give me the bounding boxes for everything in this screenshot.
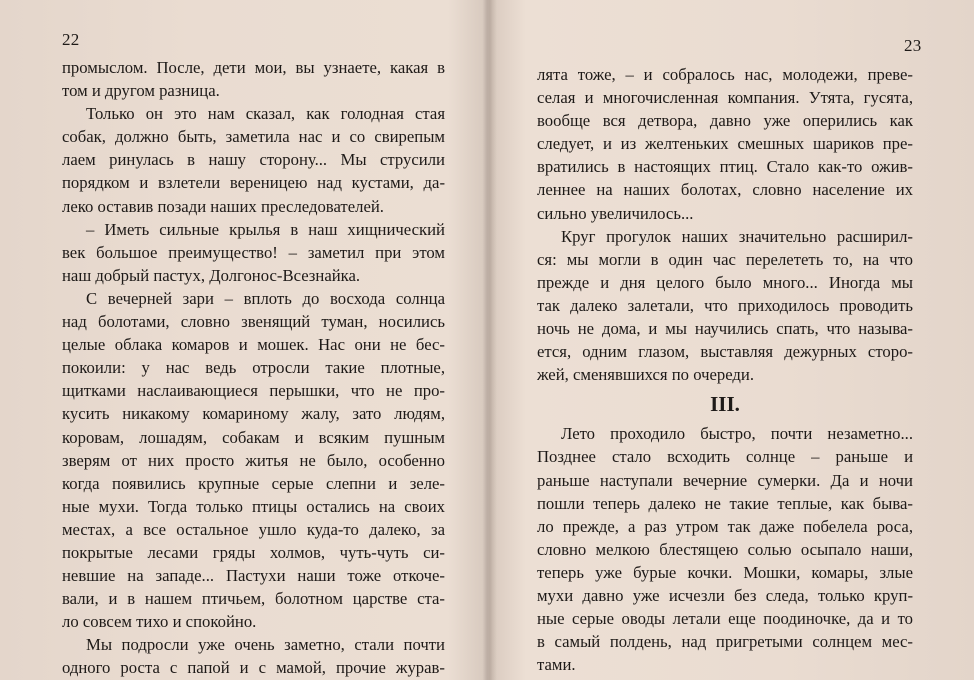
text-line: покрытые лесами гряды холмов, чуть-чуть си- (62, 542, 445, 562)
text-line: ные серые оводы летали еще поодиночке, да и то (537, 609, 913, 629)
text-line: следует, и из желтеньких смешных шариков пре- (537, 134, 913, 154)
text-line: тами. (537, 655, 576, 675)
page-number-left: 22 (62, 30, 80, 49)
text-line: над болотами, словно звенящий туман, носились (62, 312, 445, 332)
text-line: теперь уже бурые кочки. Мошки, комары, злые (537, 562, 913, 582)
text-line: кусить никакому комариному жалу, зато людям, (62, 404, 445, 424)
text-line: вообще вся детвора, давно уже оперились как (537, 111, 913, 131)
text-line: ся: мы могли в один час перелететь то, на что (537, 249, 913, 269)
text-line: одного роста с папой и с мамой, прочие журав- (62, 658, 445, 678)
text-line: ночь не дома, и мы научились спать, что называ- (537, 319, 913, 339)
text-line: словно мелкою блестящею солью осыпало наши, (537, 539, 913, 559)
text-line: местах, а все остальное ушло куда-то далеко, за (62, 519, 445, 539)
text-line: леннее на наших болотах, словно население их (537, 180, 913, 200)
right-page-text (537, 63, 913, 676)
right-page (497, 0, 974, 680)
text-line: лята тоже, – и собралось нас, молодежи, преве- (537, 65, 913, 84)
text-line: целые облака комаров и мошек. Нас они не бес- (62, 335, 445, 355)
text-line: вали, и в нашем птичьем, болотном царстве ста- (62, 589, 445, 609)
text-line: лаем ринулась в нашу сторону... Мы струсили (62, 150, 445, 170)
text-line: невшие на западе... Пастухи наши тоже откоче- (62, 566, 445, 586)
chapter-heading: III. (710, 392, 740, 417)
text-line: ло совсем тихо и спокойно. (62, 612, 257, 632)
text-line: ные мухи. Тогда только птицы остались на своих (62, 496, 445, 516)
text-line: жей, сменявшихся по очереди. (537, 365, 755, 385)
text-line: ло прежде, а раз утром так даже побелела роса, (537, 516, 913, 536)
text-line: – Иметь сильные крылья в наш хищнический (86, 219, 445, 239)
text-line: порядком и взлетели вереницею над кустами, да- (62, 173, 445, 193)
text-line: Только он это нам сказал, как голодная стая (86, 104, 445, 124)
text-line: мухи давно уже исчезли без следа, только круп- (537, 585, 913, 605)
text-line: коровам, лошадям, собакам и всяким пушным (62, 427, 445, 447)
text-line: раньше наступали вечерние сумерки. Да и ночи (537, 470, 913, 490)
text-line: так далеко залетали, что приходилось проводить (537, 295, 913, 315)
right-text-before-chapter (537, 63, 913, 386)
text-line: прежде и дня целого было много... Иногда мы (537, 272, 913, 292)
text-line: том и другом разница. (62, 81, 220, 101)
text-line: Мы подросли уже очень заметно, стали почти (86, 635, 445, 655)
text-line: в самый полдень, над пригретыми солнцем мес- (537, 632, 913, 652)
text-line: Лето проходило быстро, почти незаметно... (561, 424, 913, 444)
text-line: собак, должно быть, заметила нас и со свирепым (62, 127, 445, 147)
text-line: ется, одним глазом, выставляя дежурных сторо- (537, 342, 913, 362)
text-line: когда появились крупные серые слепни и зеле- (62, 473, 445, 493)
text-line: вратились в настоящих птиц. Стало как-то ожив- (537, 157, 913, 177)
page-number-right: 23 (904, 36, 922, 55)
text-line: наш добрый пастух, Долгонос-Всезнайка. (62, 265, 361, 285)
text-line: сильно увеличилось... (537, 203, 694, 223)
text-line: щитками наслаивающиеся перышки, что не про- (62, 381, 445, 401)
text-line: век большое преимущество! – заметил при этом (62, 242, 445, 262)
text-line: Круг прогулок наших значительно расширил- (561, 226, 913, 246)
text-line: пошли теперь далеко не такие теплые, как быва- (537, 493, 913, 513)
text-line: С вечерней зари – вплоть до восхода солнца (86, 288, 445, 308)
text-line: зверям от них просто житья не было, особенно (62, 450, 445, 470)
left-page-text (62, 56, 445, 680)
text-line: селая и многочисленная компания. Утята, гусята, (537, 88, 913, 108)
text-line: леко оставив позади наших преследователей. (62, 196, 384, 216)
text-line: Позднее стало всходить солнце – раньше и (537, 447, 913, 467)
right-text-after-chapter (537, 422, 913, 676)
text-line: промыслом. После, дети мои, вы узнаете, какая в (62, 58, 445, 77)
text-line: покоили: у нас ведь отросли такие плотные, (62, 358, 445, 378)
